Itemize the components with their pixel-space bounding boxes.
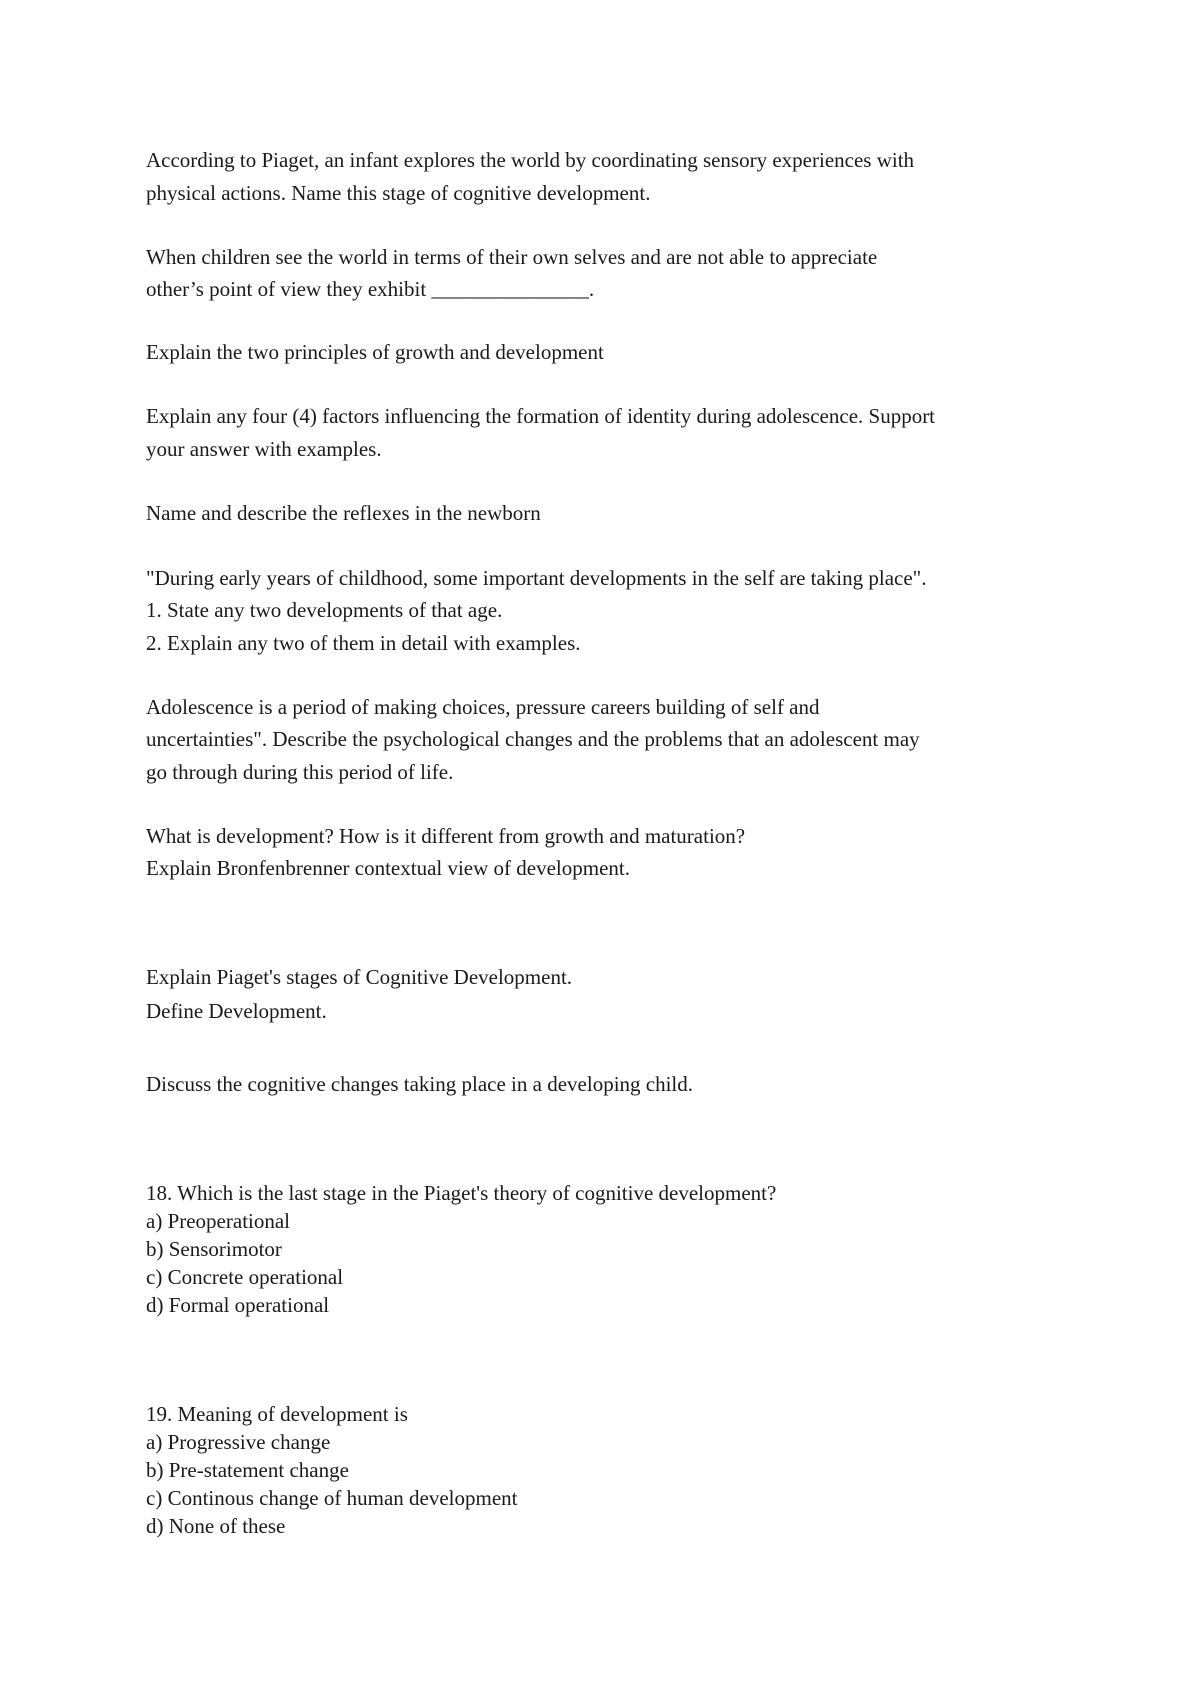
paragraph-line: other’s point of view they exhibit _______________. (146, 277, 595, 301)
paragraph-line: Explain Piaget's stages of Cognitive Development. (146, 965, 573, 989)
paragraph-line: Adolescence is a period of making choices, pressure careers building of self and (146, 695, 820, 719)
mcq-option: a) Progressive change (146, 1430, 331, 1454)
mcq-option: c) Concrete operational (146, 1265, 344, 1289)
paragraph-line: Discuss the cognitive changes taking place in a developing child. (146, 1072, 694, 1096)
mcq-option: d) Formal operational (146, 1293, 330, 1317)
paragraph-line: your answer with examples. (146, 437, 382, 461)
mcq-option: b) Sensorimotor (146, 1237, 282, 1261)
paragraph-line: go through during this period of life. (146, 760, 454, 784)
paragraph-line: According to Piaget, an infant explores the world by coordinating sensory experiences with (146, 148, 915, 172)
paragraph-line: uncertainties". Describe the psychological changes and the problems that an adolescent may (146, 727, 920, 751)
paragraph-line: When children see the world in terms of their own selves and are not able to appreciate (146, 245, 878, 269)
list-item: 2. Explain any two of them in detail with examples. (146, 631, 581, 655)
paragraph-line: Name and describe the reflexes in the newborn (146, 501, 541, 525)
paragraph-line: Define Development. (146, 999, 327, 1023)
list-item: 1. State any two developments of that age. (146, 598, 503, 622)
mcq-option: b) Pre-statement change (146, 1458, 349, 1482)
paragraph-line: physical actions. Name this stage of cognitive development. (146, 181, 651, 205)
mcq-question: 19. Meaning of development is (146, 1402, 408, 1426)
paragraph-line: Explain the two principles of growth and development (146, 340, 604, 364)
paragraph-line: "During early years of childhood, some important developments in the self are taking place". (146, 566, 927, 590)
mcq-question: 18. Which is the last stage in the Piaget's theory of cognitive development? (146, 1181, 777, 1205)
mcq-option: d) None of these (146, 1514, 286, 1538)
mcq-option: c) Continous change of human development (146, 1486, 518, 1510)
paragraph-line: Explain any four (4) factors influencing the formation of identity during adolescence. Support (146, 404, 936, 428)
mcq-option: a) Preoperational (146, 1209, 291, 1233)
paragraph-line: What is development? How is it different from growth and maturation? (146, 824, 746, 848)
paragraph-line: Explain Bronfenbrenner contextual view of development. (146, 856, 631, 880)
